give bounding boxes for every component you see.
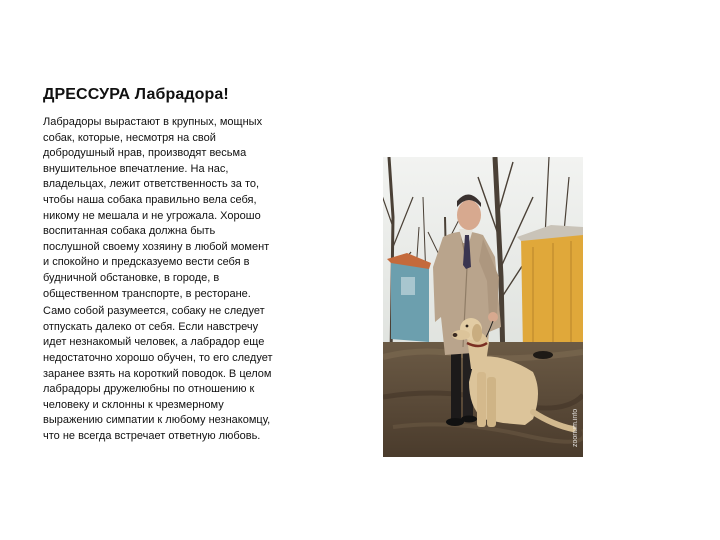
blue-shed	[387, 253, 431, 342]
paragraph-2: Само собой разумеется, собаку не следует отпускать далеко от себя. Если навстречу идет незнакомый человек, а лабрадор еще недостаточно хорошо обучен, то его следует заранее взять на короткий поводок. В целом лабрадоры дружелюбны по отношению к человеку и склонны к чрезмерному выражению симпатии к любому незнакомцу, что не всегда встречает ответную любовь.	[43, 305, 273, 442]
slide-body	[43, 115, 273, 446]
photo-watermark: zoorium.info	[572, 408, 579, 447]
distant-dog	[533, 351, 553, 359]
slide-title: ДРЕССУРА Лабрадора!	[43, 86, 229, 103]
paragraph-1: Лабрадоры вырастают в крупных, мощных собак, которые, несмотря на свой добродушный нрав, производят весьма внушительное впечатление. На нас, владельцах, лежит ответственность за то, чтобы наша собака правильно вела себя, никому не мешала и не угрожала. Хорошо воспитанная собака должна быть послушной своему хозяину в любой момент и спокойно и предсказуемо вести себя в будничной обстановке, в городе, в общественном транспорте, в ресторане.	[43, 116, 270, 300]
man-with-labrador-photo	[383, 157, 583, 457]
yellow-shed	[517, 225, 583, 352]
